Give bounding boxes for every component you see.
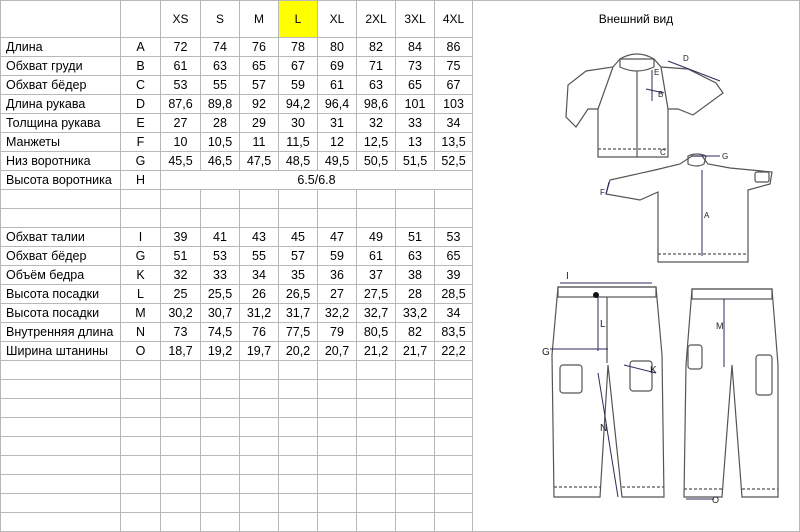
empty-cell	[1, 209, 121, 228]
empty-cell	[435, 475, 473, 494]
empty-cell	[201, 437, 240, 456]
measure-value: 65	[396, 76, 435, 95]
empty-cell	[279, 380, 318, 399]
measure-value: 32,2	[318, 304, 357, 323]
measure-value: 41	[201, 228, 240, 247]
measure-value: 74	[201, 38, 240, 57]
measure-code: F	[121, 133, 161, 152]
size-header-s: S	[201, 1, 240, 38]
measure-value: 63	[201, 57, 240, 76]
jacket-front-label-e: E	[654, 68, 660, 77]
measure-value: 31,2	[240, 304, 279, 323]
measure-value: 83,5	[435, 323, 473, 342]
empty-cell	[318, 361, 357, 380]
empty-cell	[279, 399, 318, 418]
measure-code: E	[121, 114, 161, 133]
measure-value: 55	[201, 76, 240, 95]
empty-cell	[201, 190, 240, 209]
empty-cell	[279, 437, 318, 456]
measure-value: 75	[435, 57, 473, 76]
measure-value: 25	[161, 285, 201, 304]
measure-value: 55	[240, 247, 279, 266]
measure-value: 53	[201, 247, 240, 266]
measure-value: 45,5	[161, 152, 201, 171]
empty-cell	[357, 190, 396, 209]
jacket-front-label-c: C	[660, 148, 666, 157]
measure-value: 28,5	[435, 285, 473, 304]
measure-value: 89,8	[201, 95, 240, 114]
measure-value: 87,6	[161, 95, 201, 114]
measure-value: 82	[396, 323, 435, 342]
empty-cell	[240, 456, 279, 475]
measure-value: 38	[396, 266, 435, 285]
measure-name: Длина рукава	[1, 95, 121, 114]
jacket-front-label-d: D	[683, 54, 689, 63]
size-header-m: M	[240, 1, 279, 38]
empty-cell	[201, 513, 240, 532]
jacket-back-label-a: A	[704, 211, 710, 220]
empty-cell	[318, 190, 357, 209]
measure-value: 86	[435, 38, 473, 57]
measure-value: 27	[318, 285, 357, 304]
empty-cell	[1, 361, 121, 380]
empty-cell	[435, 418, 473, 437]
empty-cell	[1, 437, 121, 456]
measure-name: Высота воротника	[1, 171, 121, 190]
empty-cell	[396, 380, 435, 399]
empty-cell	[396, 475, 435, 494]
measure-value: 57	[240, 76, 279, 95]
measure-value: 12	[318, 133, 357, 152]
empty-cell	[240, 494, 279, 513]
header-row	[1, 1, 800, 38]
measure-value: 10	[161, 133, 201, 152]
empty-cell	[435, 437, 473, 456]
empty-cell	[161, 475, 201, 494]
measure-value: 18,7	[161, 342, 201, 361]
pants-front-label-l: L	[600, 319, 606, 330]
empty-cell	[279, 418, 318, 437]
measure-code: O	[121, 342, 161, 361]
jacket-front-label-b: B	[658, 90, 664, 99]
measure-code: N	[121, 323, 161, 342]
measure-name: Манжеты	[1, 133, 121, 152]
measure-value: 36	[318, 266, 357, 285]
measure-value: 76	[240, 323, 279, 342]
measure-value: 73	[396, 57, 435, 76]
empty-cell	[435, 209, 473, 228]
measure-value: 50,5	[357, 152, 396, 171]
pants-front-label-k: K	[650, 365, 657, 376]
measure-value: 46,5	[201, 152, 240, 171]
measure-value: 34	[240, 266, 279, 285]
empty-cell	[161, 437, 201, 456]
measure-value: 39	[161, 228, 201, 247]
measure-value: 52,5	[435, 152, 473, 171]
measure-value: 74,5	[201, 323, 240, 342]
measure-value: 30,7	[201, 304, 240, 323]
measure-value: 101	[396, 95, 435, 114]
measure-value: 11,5	[279, 133, 318, 152]
empty-cell	[121, 399, 161, 418]
jacket-back-label-g: G	[722, 152, 729, 161]
measure-value: 32,7	[357, 304, 396, 323]
measure-value: 80,5	[357, 323, 396, 342]
measure-value: 76	[240, 38, 279, 57]
empty-cell	[279, 190, 318, 209]
measure-code: H	[121, 171, 161, 190]
measure-name: Внутренняя длина	[1, 323, 121, 342]
measure-code: L	[121, 285, 161, 304]
measure-code: D	[121, 95, 161, 114]
measure-value: 47,5	[240, 152, 279, 171]
empty-cell	[201, 361, 240, 380]
measure-name: Высота посадки	[1, 304, 121, 323]
measure-value: 22,2	[435, 342, 473, 361]
empty-cell	[121, 475, 161, 494]
empty-cell	[318, 437, 357, 456]
measure-value: 31	[318, 114, 357, 133]
empty-cell	[279, 494, 318, 513]
measure-value: 79	[318, 323, 357, 342]
measure-value: 94,2	[279, 95, 318, 114]
measure-code: G	[121, 152, 161, 171]
measure-value: 37	[357, 266, 396, 285]
empty-cell	[161, 494, 201, 513]
empty-cell	[318, 475, 357, 494]
empty-cell	[357, 361, 396, 380]
empty-cell	[161, 418, 201, 437]
measure-value: 32	[161, 266, 201, 285]
empty-cell	[318, 494, 357, 513]
measure-value: 84	[396, 38, 435, 57]
measure-name: Низ воротника	[1, 152, 121, 171]
empty-cell	[318, 418, 357, 437]
empty-cell	[435, 513, 473, 532]
measure-value: 61	[357, 247, 396, 266]
empty-cell	[240, 475, 279, 494]
empty-cell	[357, 380, 396, 399]
measure-value: 103	[435, 95, 473, 114]
pants-back-label-o: O	[712, 495, 720, 505]
measure-value: 10,5	[201, 133, 240, 152]
measure-value: 33	[201, 266, 240, 285]
empty-cell	[318, 513, 357, 532]
empty-cell	[357, 209, 396, 228]
measure-code: I	[121, 228, 161, 247]
empty-cell	[201, 209, 240, 228]
measure-code: A	[121, 38, 161, 57]
measure-name: Обхват груди	[1, 57, 121, 76]
empty-cell	[1, 513, 121, 532]
measure-value: 49,5	[318, 152, 357, 171]
empty-cell	[240, 190, 279, 209]
empty-cell	[240, 209, 279, 228]
empty-cell	[121, 513, 161, 532]
measure-value: 21,7	[396, 342, 435, 361]
pants-front-label-n: N	[600, 423, 608, 434]
measure-value: 98,6	[357, 95, 396, 114]
measure-name: Обхват бёдер	[1, 76, 121, 95]
empty-cell	[435, 399, 473, 418]
measure-name: Объём бедра	[1, 266, 121, 285]
measure-value: 20,2	[279, 342, 318, 361]
empty-cell	[161, 380, 201, 399]
pants-back-drawing	[680, 285, 790, 510]
empty-cell	[279, 513, 318, 532]
measure-value: 61	[318, 76, 357, 95]
empty-cell	[435, 494, 473, 513]
measure-value: 72	[161, 38, 201, 57]
empty-cell	[435, 190, 473, 209]
measure-value: 35	[279, 266, 318, 285]
measure-value: 19,7	[240, 342, 279, 361]
empty-cell	[1, 190, 121, 209]
measure-value: 34	[435, 114, 473, 133]
empty-cell	[318, 399, 357, 418]
empty-cell	[121, 209, 161, 228]
size-header-2xl: 2XL	[357, 1, 396, 38]
size-header-4xl: 4XL	[435, 1, 473, 38]
empty-cell	[161, 399, 201, 418]
measure-value: 33,2	[396, 304, 435, 323]
empty-cell	[435, 361, 473, 380]
header-code-cell	[121, 1, 161, 38]
empty-cell	[121, 190, 161, 209]
measure-name: Обхват бёдер	[1, 247, 121, 266]
empty-cell	[318, 456, 357, 475]
measure-value: 49	[357, 228, 396, 247]
empty-cell	[435, 456, 473, 475]
empty-cell	[121, 494, 161, 513]
measure-code: B	[121, 57, 161, 76]
empty-cell	[357, 475, 396, 494]
empty-cell	[357, 494, 396, 513]
empty-cell	[435, 380, 473, 399]
measure-value: 96,4	[318, 95, 357, 114]
empty-cell	[161, 513, 201, 532]
empty-cell	[201, 475, 240, 494]
empty-cell	[161, 209, 201, 228]
measure-value: 26,5	[279, 285, 318, 304]
measure-value: 61	[161, 57, 201, 76]
empty-cell	[1, 380, 121, 399]
empty-cell	[357, 399, 396, 418]
measure-value: 30,2	[161, 304, 201, 323]
header-blank-cell	[1, 1, 121, 38]
measure-value: 31,7	[279, 304, 318, 323]
empty-cell	[121, 380, 161, 399]
empty-cell	[240, 513, 279, 532]
empty-cell	[201, 380, 240, 399]
empty-cell	[161, 190, 201, 209]
empty-cell	[1, 456, 121, 475]
measure-value: 43	[240, 228, 279, 247]
measure-value: 26	[240, 285, 279, 304]
measure-value: 51	[161, 247, 201, 266]
measure-code: C	[121, 76, 161, 95]
pants-front-label-g: G	[542, 347, 550, 358]
measure-value: 82	[357, 38, 396, 57]
measure-value: 71	[357, 57, 396, 76]
measure-value: 53	[161, 76, 201, 95]
measure-code: G	[121, 247, 161, 266]
measure-value: 47	[318, 228, 357, 247]
empty-cell	[121, 437, 161, 456]
measure-value: 33	[396, 114, 435, 133]
empty-cell	[279, 456, 318, 475]
measure-value: 65	[240, 57, 279, 76]
view-panel: Внешний вид	[473, 1, 800, 532]
empty-cell	[1, 418, 121, 437]
measure-value-merged: 6.5/6.8	[161, 171, 473, 190]
empty-cell	[396, 361, 435, 380]
measure-name: Высота посадки	[1, 285, 121, 304]
empty-cell	[279, 209, 318, 228]
empty-cell	[121, 418, 161, 437]
empty-cell	[240, 418, 279, 437]
measure-value: 21,2	[357, 342, 396, 361]
measure-value: 27	[161, 114, 201, 133]
measure-value: 57	[279, 247, 318, 266]
empty-cell	[396, 190, 435, 209]
empty-cell	[121, 456, 161, 475]
empty-cell	[396, 418, 435, 437]
measure-value: 63	[357, 76, 396, 95]
measure-value: 69	[318, 57, 357, 76]
measure-value: 28	[201, 114, 240, 133]
measure-value: 39	[435, 266, 473, 285]
measure-value: 30	[279, 114, 318, 133]
measure-value: 78	[279, 38, 318, 57]
measure-value: 19,2	[201, 342, 240, 361]
measure-value: 20,7	[318, 342, 357, 361]
empty-cell	[357, 418, 396, 437]
measure-value: 27,5	[357, 285, 396, 304]
measure-name: Длина	[1, 38, 121, 57]
measure-value: 12,5	[357, 133, 396, 152]
measure-value: 67	[435, 76, 473, 95]
empty-cell	[121, 361, 161, 380]
size-header-xl: XL	[318, 1, 357, 38]
size-header-xs: XS	[161, 1, 201, 38]
measure-name: Толщина рукава	[1, 114, 121, 133]
empty-cell	[161, 361, 201, 380]
size-header-l: L	[279, 1, 318, 38]
empty-cell	[201, 418, 240, 437]
empty-cell	[396, 209, 435, 228]
measure-value: 67	[279, 57, 318, 76]
measure-value: 80	[318, 38, 357, 57]
measure-value: 63	[396, 247, 435, 266]
measure-value: 48,5	[279, 152, 318, 171]
empty-cell	[201, 494, 240, 513]
measure-name: Обхват талии	[1, 228, 121, 247]
empty-cell	[240, 361, 279, 380]
measure-value: 13,5	[435, 133, 473, 152]
measure-value: 32	[357, 114, 396, 133]
empty-cell	[357, 513, 396, 532]
empty-cell	[396, 513, 435, 532]
empty-cell	[240, 399, 279, 418]
empty-cell	[396, 437, 435, 456]
empty-cell	[357, 456, 396, 475]
measure-value: 92	[240, 95, 279, 114]
measure-value: 53	[435, 228, 473, 247]
measure-value: 13	[396, 133, 435, 152]
measure-code: K	[121, 266, 161, 285]
empty-cell	[396, 494, 435, 513]
measure-value: 59	[318, 247, 357, 266]
measure-value: 25,5	[201, 285, 240, 304]
pants-front-label-i: I	[566, 271, 569, 282]
measure-value: 77,5	[279, 323, 318, 342]
empty-cell	[1, 399, 121, 418]
jacket-back-drawing	[600, 150, 790, 270]
empty-cell	[1, 475, 121, 494]
measure-value: 29	[240, 114, 279, 133]
measure-value: 51	[396, 228, 435, 247]
measure-value: 34	[435, 304, 473, 323]
empty-cell	[279, 361, 318, 380]
jacket-back-label-f: F	[600, 188, 605, 197]
measure-value: 11	[240, 133, 279, 152]
measure-name: Ширина штанины	[1, 342, 121, 361]
empty-cell	[201, 399, 240, 418]
empty-cell	[396, 399, 435, 418]
empty-cell	[318, 380, 357, 399]
empty-cell	[1, 494, 121, 513]
measure-value: 59	[279, 76, 318, 95]
pants-back-label-m: M	[716, 321, 724, 331]
measure-value: 51,5	[396, 152, 435, 171]
empty-cell	[396, 456, 435, 475]
pants-front-drawing	[538, 265, 678, 510]
measure-value: 73	[161, 323, 201, 342]
size-header-3xl: 3XL	[396, 1, 435, 38]
empty-cell	[279, 475, 318, 494]
measure-code: M	[121, 304, 161, 323]
measure-value: 45	[279, 228, 318, 247]
empty-cell	[357, 437, 396, 456]
empty-cell	[161, 456, 201, 475]
empty-cell	[240, 380, 279, 399]
measure-value: 65	[435, 247, 473, 266]
empty-cell	[240, 437, 279, 456]
empty-cell	[201, 456, 240, 475]
measure-value: 28	[396, 285, 435, 304]
empty-cell	[318, 209, 357, 228]
